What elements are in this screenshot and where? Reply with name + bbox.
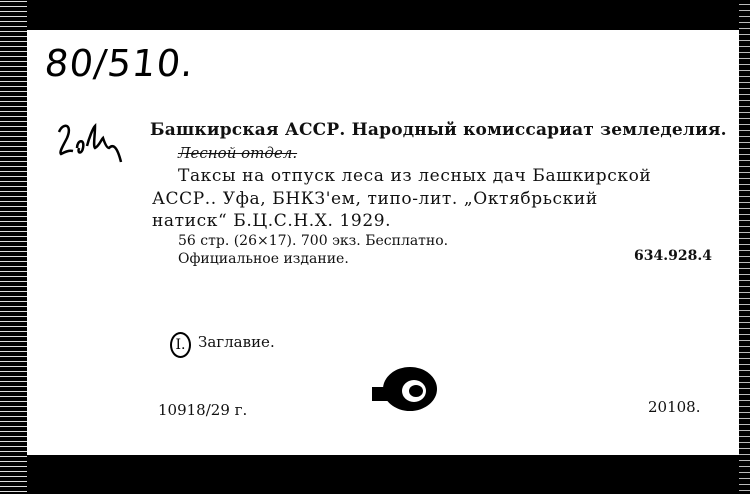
scan-right-edge	[739, 0, 750, 494]
collation: 56 стр. (26×17). 700 экз. Бесплатно.	[178, 233, 449, 249]
scan-left-edge	[0, 0, 27, 494]
order-number: 10918/29 г.	[158, 401, 248, 419]
title-line-1: Таксы на отпуск леса из лесных дач Башкирской	[178, 166, 652, 186]
edition-note: Официальное издание.	[178, 251, 349, 267]
udc-number: 634.928.4	[634, 248, 712, 264]
title-line-3: натиск“ Б.Ц.С.Н.Х. 1929.	[152, 211, 392, 231]
inventory-number: 20108.	[648, 398, 701, 416]
tracing-numeral: I.	[170, 332, 191, 358]
struck-line: Лесной отдел.	[178, 144, 298, 162]
heading: Башкирская АССР. Народный комиссариат земледелия.	[150, 120, 727, 140]
title-line-2: АССР.. Уфа, БНКЗ'ем, типо-лит. „Октябрьский	[152, 189, 598, 209]
shelf-number: 80/510.	[42, 42, 197, 85]
tracing-label: Заглавие.	[198, 333, 275, 351]
handwritten-initials	[55, 118, 130, 168]
library-stamp	[372, 363, 442, 415]
